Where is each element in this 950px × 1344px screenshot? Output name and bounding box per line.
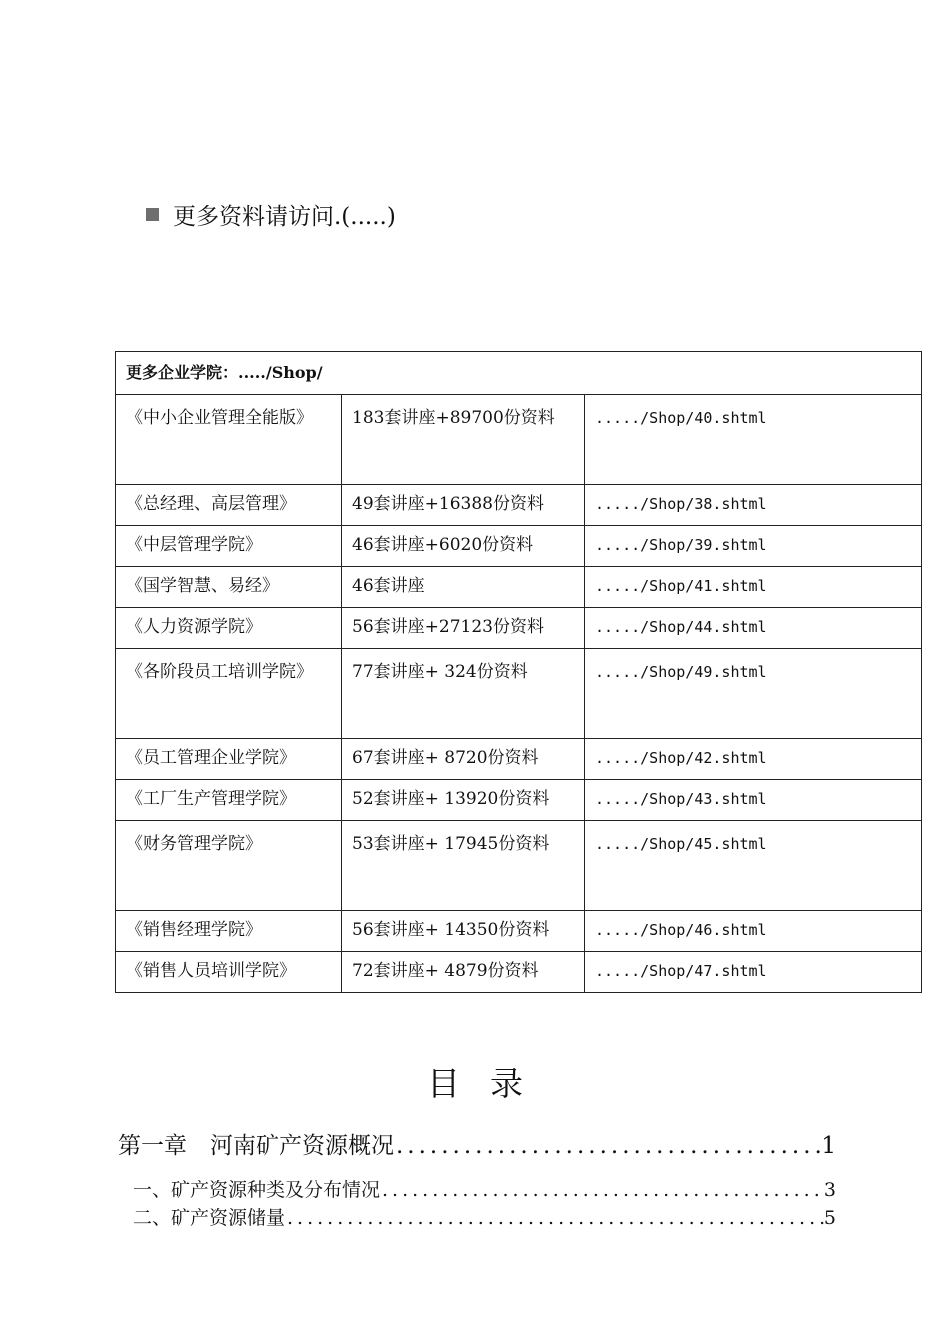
course-desc: 56套讲座+27123份资料 [342,608,585,649]
course-desc: 72套讲座+ 4879份资料 [342,952,585,993]
course-link[interactable]: ...../Shop/49.shtml [585,649,922,739]
toc-leader-dots [380,1179,824,1201]
course-name: 《各阶段员工培训学院》 [116,649,342,739]
course-link[interactable]: ...../Shop/42.shtml [585,739,922,780]
table-row [116,952,922,993]
course-link[interactable]: ...../Shop/38.shtml [585,485,922,526]
table-row [116,485,922,526]
course-link[interactable]: ...../Shop/44.shtml [585,608,922,649]
toc-entry-text: 一、矿产资源种类及分布情况 [133,1179,381,1201]
course-link[interactable]: ...../Shop/46.shtml [585,911,922,952]
table-row [116,649,922,739]
course-name: 《中小企业管理全能版》 [116,395,342,485]
toc-entry-section-2[interactable] [133,1203,836,1230]
table-row [116,526,922,567]
course-desc: 52套讲座+ 13920份资料 [342,780,585,821]
course-name: 《中层管理学院》 [116,526,342,567]
toc-entry-section-1[interactable] [133,1175,836,1202]
course-link[interactable]: ...../Shop/45.shtml [585,821,922,911]
toc-page-number: 1 [821,1133,836,1159]
course-desc: 77套讲座+ 324份资料 [342,649,585,739]
course-desc: 46套讲座 [342,567,585,608]
course-desc: 53套讲座+ 17945份资料 [342,821,585,911]
course-name: 《工厂生产管理学院》 [116,780,342,821]
toc-page-number: 3 [823,1179,836,1201]
course-desc: 49套讲座+16388份资料 [342,485,585,526]
toc-page-number: 5 [823,1207,836,1229]
table-row [116,739,922,780]
table-row [116,780,922,821]
toc-leader-dots [394,1133,821,1159]
table-row [116,821,922,911]
course-link[interactable]: ...../Shop/41.shtml [585,567,922,608]
table-row [116,567,922,608]
square-bullet-icon [146,208,159,221]
course-link[interactable]: ...../Shop/40.shtml [585,395,922,485]
table-row [116,395,922,485]
course-name: 《人力资源学院》 [116,608,342,649]
toc-entry-chapter-1[interactable] [118,1127,836,1160]
course-link[interactable]: ...../Shop/43.shtml [585,780,922,821]
table-header-cell [116,352,922,395]
toc-leader-dots [285,1207,824,1229]
course-desc: 67套讲座+ 8720份资料 [342,739,585,780]
table-row [116,608,922,649]
course-name: 《销售经理学院》 [116,911,342,952]
toc-entry-text: 二、矿产资源储量 [133,1207,286,1229]
course-name: 《国学智慧、易经》 [116,567,342,608]
resource-notice [146,198,396,230]
toc-entry-text: 第一章 河南矿产资源概况 [118,1133,394,1159]
toc-title: 目录 [427,1064,553,1103]
course-link[interactable]: ...../Shop/47.shtml [585,952,922,993]
course-desc: 183套讲座+89700份资料 [342,395,585,485]
table-header-text: 更多企业学院：...../Shop/ [126,363,323,382]
course-desc: 46套讲座+6020份资料 [342,526,585,567]
course-desc: 56套讲座+ 14350份资料 [342,911,585,952]
course-link[interactable]: ...../Shop/39.shtml [585,526,922,567]
course-name: 《员工管理企业学院》 [116,739,342,780]
course-table [115,351,922,993]
table-row [116,911,922,952]
table-header-row [116,352,922,395]
resource-notice-text: 更多资料请访问.(.....) [173,203,396,230]
course-name: 《销售人员培训学院》 [116,952,342,993]
course-name: 《财务管理学院》 [116,821,342,911]
course-name: 《总经理、高层管理》 [116,485,342,526]
